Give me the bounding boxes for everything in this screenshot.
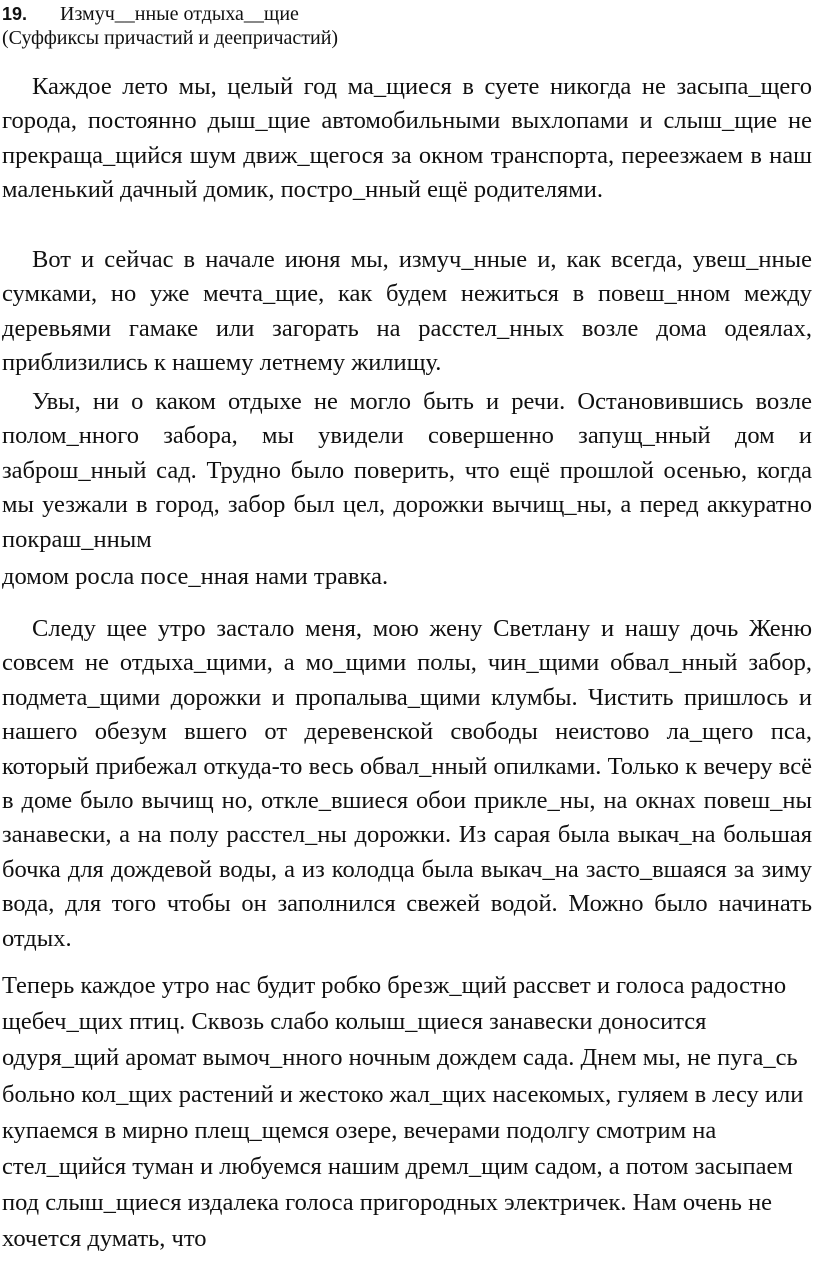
paragraph-2: Вот и сейчас в начале июня мы, измуч_нные и, как всегда, увеш_нные сумками, но уже мечта_щие, как будем нежиться в повеш_нном между деревьями гамаке или загорать на расстел_нных возле дома одеялах, приблизились к нашему летнему жилищу. — [2, 246, 812, 377]
exercise-title-line — [2, 2, 802, 26]
paragraph-1: Каждое лето мы, целый год ма_щиеся в суете никогда не засыпа_щего города, постоянно дыш_щие автомобильными выхлопами и слыш_щие не прекраща_щийся шум движ_щегося за окном транспорта, переезжаем в наш маленький дачный домик, постро_нный ещё родителями. — [2, 73, 812, 204]
exercise-number: 19. — [2, 4, 28, 24]
exercise-title: Измуч__нные отдыха__щие — [60, 3, 299, 25]
exercise-header — [2, 2, 802, 50]
paragraph-3-continuation: домом росла посе_нная нами травка. — [2, 563, 389, 590]
paragraph-4: Следу щее утро застало меня, мою жену Светлану и нашу дочь Женю совсем не отдыха_щими, а мо_щими полы, чин_щими обвал_нный забор, подмета_щими дорожки и пропалыва_щими клумбы. Чистить пришлось и нашего обезум вшего от деревенской свободы неистово ла_щего пса, который прибежал откуда-то весь обвал_нный опилками. Только к вечеру всё в доме было вычищ но, откле_вшиеся обои прикле_ны, на окнах повеш_ны занавески, а на полу расстел_ны дорожки. Из сарая была выкач_на большая бочка для дождевой воды, а из колодца была выкач_на засто_вшаяся за зиму вода, для того чтобы он заполнился свежей водой. Можно было начинать отдых. — [2, 615, 812, 952]
paragraph-3: Увы, ни о каком отдыхе не могло быть и речи. Остановившись возле полом_нного забора, мы увидели совершенно запущ_нный дом и заброш_нный сад. Трудно было поверить, что ещё прошлой осенью, когда мы уезжали в город, забор был цел, дорожки вычищ_ны, а перед аккуратно покраш_нным — [2, 388, 812, 553]
exercise-subtitle: (Суффиксы причастий и деепричастий) — [2, 27, 339, 49]
paragraph-5: Теперь каждое утро нас будит робко брезж_щий рассвет и голоса радостно щебеч_щих птиц. Сквозь слабо колыш_щиеся занавески доносится одуря_щий аромат вымоч_нного ночным дождем сада. Днем мы, не пуга_сь больно кол_щих растений и жестоко жал_щих насекомых, гуляем в лесу или купаемся в мирно плещ_щемся озере, вечерами подолгу смотрим на стел_щийся туман и любуемся нашим дремл_щим садом, а потом засыпаем под слыш_щиеся издалека голоса пригородных электричек. Нам очень не хочется думать, что — [2, 972, 804, 1253]
